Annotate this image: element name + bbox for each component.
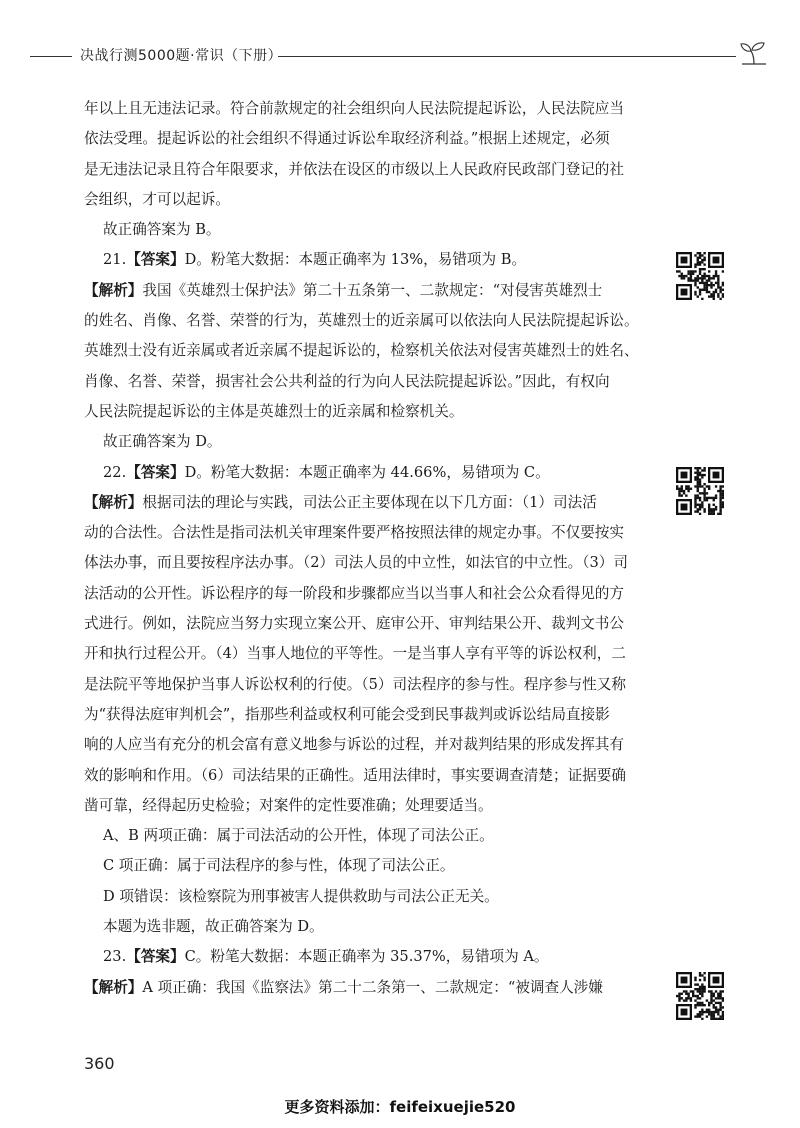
text-line: 依法受理。提起诉讼的社会组织不得通过诉讼牟取经济利益。”根据上述规定，必须 (84, 130, 610, 148)
answer-tag: 【答案】 (126, 251, 185, 269)
text-line: 肖像、名誉、荣誉，损害社会公共利益的行为向人民法院提起诉讼。”因此，有权向 (84, 372, 610, 390)
page-number: 360 (84, 1054, 115, 1073)
analysis-tag: 【解析】 (84, 281, 143, 299)
text-line: 凿可靠，经得起历史检验；对案件的定性要准确；处理要适当。 (84, 796, 493, 814)
footer-contact-note: 更多资料添加：feifeixuejie520 (284, 1098, 516, 1116)
text-line: 开和执行过程公开。（4）当事人地位的平等性。一是当事人享有平等的诉讼权利，二 (84, 645, 626, 663)
answer-line: 22.【答案】D。粉笔大数据：本题正确率为 44.66%，易错项为 C。 (103, 463, 550, 481)
header-rule-left (30, 56, 72, 57)
answer-tag: 【答案】 (126, 948, 185, 966)
answer-line: 21.【答案】D。粉笔大数据：本题正确率为 13%，易错项为 B。 (103, 251, 527, 269)
text-line: 法活动的公开性。诉讼程序的每一阶段和步骤都应当以当事人和社会公众看得见的方 (84, 584, 624, 602)
analysis-tag: 【解析】 (84, 978, 143, 996)
text-line: 本题为选非题，故正确答案为 D。 (103, 918, 324, 936)
analysis-line: 【解析】我国《英雄烈士保护法》第二十五条第一、二款规定：“对侵害英雄烈士 (84, 281, 603, 299)
text-line: C 项正确：属于司法程序的参与性，体现了司法公正。 (103, 857, 455, 875)
qr-code-icon[interactable] (676, 252, 724, 300)
analysis-line: 【解析】A 项正确：我国《监察法》第二十二条第一、二款规定：“被调查人涉嫌 (84, 978, 603, 996)
text-line: 人民法院提起诉讼的主体是英雄烈士的近亲属和检察机关。 (84, 402, 464, 420)
text-line: 为“获得法庭审判机会”，指那些利益或权利可能会受到民事裁判或诉讼结局直接影 (84, 705, 610, 723)
answer-line: 23.【答案】C。粉笔大数据：本题正确率为 35.37%，易错项为 A。 (103, 948, 549, 966)
page-body (84, 94, 662, 1003)
qr-code-icon[interactable] (676, 467, 724, 515)
text-line: 式进行。例如，法院应当努力实现立案公开、庭审公开、审判结果公开、裁判文书公 (84, 615, 624, 633)
qr-code-icon[interactable] (676, 972, 724, 1020)
text-line: 是法院平等地保护当事人诉讼权利的行使。（5）司法程序的参与性。程序参与性又称 (84, 675, 626, 693)
text-line: 响的人应当有充分的机会富有意义地参与诉讼的过程，并对裁判结果的形成发挥其有 (84, 736, 624, 754)
text-line: 故正确答案为 B。 (103, 221, 221, 239)
analysis-line: 【解析】根据司法的理论与实践，司法公正主要体现在以下几方面：（1）司法活 (84, 493, 597, 511)
text-line: A、B 两项正确：属于司法活动的公开性，体现了司法公正。 (103, 827, 494, 845)
header-title: 决战行测5000题·常识（下册） (80, 48, 283, 64)
text-line: 效的影响和作用。（6）司法结果的正确性。适用法律时，事实要调查清楚；证据要确 (84, 766, 626, 784)
analysis-tag: 【解析】 (84, 493, 143, 511)
text-line: 体法办事，而且要按程序法办事。（2）司法人员的中立性，如法官的中立性。（3）司 (84, 554, 628, 572)
text-line: 故正确答案为 D。 (103, 433, 222, 451)
running-header (30, 40, 770, 70)
text-line: 年以上且无违法记录。符合前款规定的社会组织向人民法院提起诉讼，人民法院应当 (84, 100, 624, 117)
text-line: 的姓名、肖像、名誉、荣誉的行为，英雄烈士的近亲属可以依法向人民法院提起诉讼。 (84, 312, 639, 330)
header-rule-right (278, 56, 736, 57)
text-line: D 项错误：该检察院为刑事被害人提供救助与司法公正无关。 (103, 887, 499, 905)
text-line: 英雄烈士没有近亲属或者近亲属不提起诉讼的，检察机关依法对侵害英雄烈士的姓名、 (84, 342, 639, 360)
sprout-icon (738, 40, 770, 66)
answer-tag: 【答案】 (126, 463, 185, 481)
text-line: 动的合法性。合法性是指司法机关审理案件要严格按照法律的规定办事。不仅要按实 (84, 524, 624, 542)
text-line: 是无违法记录且符合年限要求，并依法在设区的市级以上人民政府民政部门登记的社 (84, 160, 624, 178)
text-line: 会组织，才可以起诉。 (84, 190, 230, 208)
